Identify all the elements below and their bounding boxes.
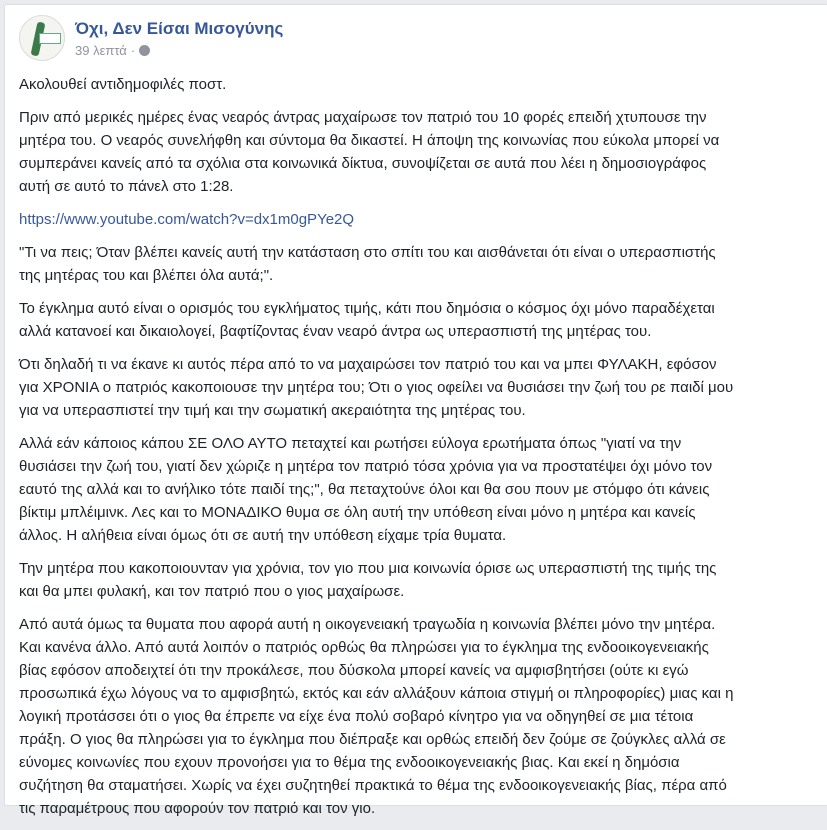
post-paragraph [19,241,819,287]
text-line: Ότι δηλαδή τι να έκανε κι αυτός πέρα από το να μαχαιρώσει τον πατριό του και να μπει ΦΥΛΑΚΗ, εφόσον [19,356,717,373]
text-line: Πριν από μερικές ημέρες ένας νεαρός άντρας μαχαίρωσε τον πατριό του 10 φορές επειδή χτυπουσε την [19,109,707,126]
text-line: συμπεράνει κανείς από τα σχόλια στα κοινωνικά δίκτυα, συνοψίζεται σε αυτά που λέει η δημοσιογράφος [19,155,707,172]
text-line: εύνομες κοινωνίες που εχουν προνοήσει για το θέμα της ενδοοικογενειακής βιας. Και εκεί η δημόσια [19,754,680,771]
text-line: πράξη. Ο γιος θα πληρώσει για το έγκλημα που διέπραξε και ορθώς επειδή δεν ζούμε σε ζούγκλες αλλά σε [19,731,726,748]
text-line: και θα μπει φυλακή, και τον πατριό που ο γιος μαχαίρωσε. [19,583,405,600]
page-avatar[interactable] [19,15,65,61]
youtube-link[interactable]: https://www.youtube.com/watch?v=dx1m0gPYe2Q [19,211,355,228]
post-paragraph [19,432,819,547]
post-header [19,15,283,61]
globe-icon[interactable] [139,45,150,56]
text-line: Την μητέρα που κακοποιουνταν για χρόνια, τον γιο που μια κοινωνία όρισε ως υπερασπιστή της τιμής της [19,560,717,577]
post-card [4,4,827,817]
text-line: λογική προτάσσει ότι ο γιος θα έπρεπε να είχε ένα πολύ σοβαρό κίνητρο για να οδηγηθεί σε μια τέτοια [19,708,694,725]
post-paragraph [19,73,819,96]
text-line: "Τι να πεις; Όταν βλέπει κανείς αυτή την κατάσταση στο σπίτι του και αισθάνεται ότι είναι ο υπερασπιστής [19,244,716,261]
post-paragraph [19,297,819,343]
text-line: προσωπικά έχω λόγους να το αμφισβητώ, εκτός και εάν αλλάξουν κάποια στιγμή οι πληροφορίες) μιας και η [19,685,734,702]
post-paragraph [19,613,819,820]
text-line: Το έγκλημα αυτό είναι ο ορισμός του εγκλήματος τιμής, κάτι που δημόσια ο κόσμος όχι μόνο παραδέχεται [19,300,715,317]
text-line: Ακολουθεί αντιδημοφιλές ποστ. [19,76,227,93]
post-timestamp[interactable]: 39 λεπτά [75,43,127,58]
text-line: θυσιάσει την ζωή του, γιατί δεν χώριζε η μητέρα τον πατριό τόσα χρόνια για να προστατέψει όχι μόνο τον [19,458,713,475]
post-paragraph [19,353,819,422]
text-line: για ΧΡΟΝΙΑ ο πατριός κακοποιουσε την μητέρα του; Ότι ο γιος οφείλει να θυσιάσει την ζωή του ρε παιδί μου [19,379,734,396]
text-line: μητέρα του. Ο νεαρός συνελήφθη και σύντομα θα δικαστεί. Η άποψη της κοινωνίας που εύκολα μπορεί να [19,132,720,149]
text-line: άλλος. Η αλήθεια είναι όμως ότι σε αυτή την υπόθεση είχαμε τρία θυματα. [19,527,507,544]
text-line: βίας εφόσον αποδειχτεί ότι την προκάλεσε, που δύσκολα μπορεί κανείς να αμφισβητήσει (ούτε κι εγώ [19,662,689,679]
page-name-link[interactable]: Όχι, Δεν Είσαι Μισογύνης [75,19,284,38]
post-paragraph [19,106,819,198]
separator: · [130,43,136,58]
text-line: για να υπερασπιστεί την τιμή και την σωματική ακεραιότητα της μητέρας του. [19,402,526,419]
text-line: εαυτό της αλλά και το ανήλικο τότε παιδί της;", θα πεταχτούνε όλοι και θα σου πουν με στόμφο ότι κάνεις [19,481,710,498]
logo-badge [39,33,61,44]
text-line: αλλά κατανοεί και δικαιολογεί, βαφτίζοντας έναν νεαρό άντρα ως υπερασπιστή της μητέρας του. [19,323,652,340]
text-line: Αλλά εάν κάποιος κάπου ΣΕ ΟΛΟ ΑΥΤΟ πεταχτεί και ρωτήσει εύλογα ερωτήματα όπως "γιατί να την [19,435,682,452]
text-line: τις παραμέτρους που αφορούν τον πατριό και τον γιο. [19,800,376,817]
text-line: Και κανένα άλλο. Από αυτά λοιπόν ο πατριός ορθώς θα πληρώσει για το έγκλημα της ενδοοικογενειακής [19,639,709,656]
post-paragraph [19,557,819,603]
text-line: συζήτηση θα σταματήσει. Χωρίς να έχει συζητηθεί πρακτικά το θέμα της ενδοοικογενειακής βίας, πέρα από [19,777,727,794]
text-line: της μητέρας του και βλέπει όλα αυτά;". [19,267,274,284]
post-body [19,73,819,830]
text-line: αυτή σε αυτό το πάνελ στο 1:28. [19,178,234,195]
text-line: Από αυτά όμως τα θυματα που αφορά αυτή η οικογενειακή τραγωδία η κοινωνία βλέπει μόνο την μητέρα. [19,616,716,633]
text-line: βίκτιμ μπλέιμινκ. Λες και το ΜΟΝΑΔΙΚΟ θυμα σε όλη αυτή την υπόθεση είναι μόνο η μητέρα και κανείς [19,504,696,521]
youtube-link-paragraph [19,208,819,231]
